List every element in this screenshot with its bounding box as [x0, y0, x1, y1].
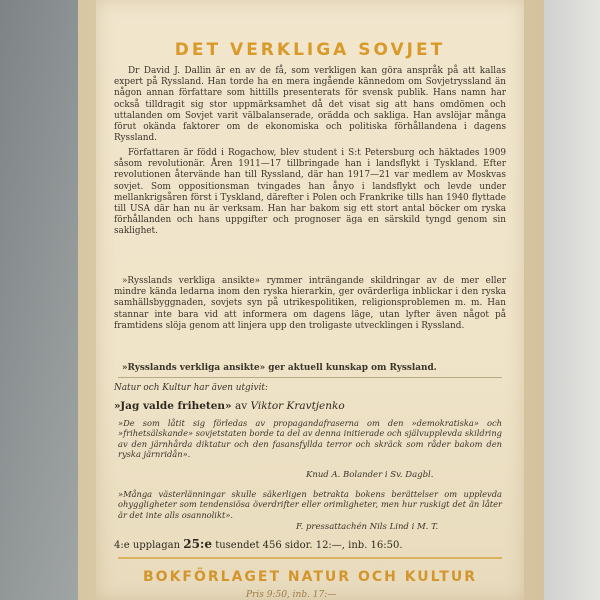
review-quote-1: »De som låtit sig förledas av propagandafraserna om den »demokratiska» och »frihetsälskande» sovjetstaten borde ta del av denna initierade och självupplevda skildring av den järnhårda diktatur och den fasansfyllda terror och skräck som råder bakom den ryska järnridån». — [118, 418, 502, 460]
related-book-author: Viktor Kravtjenko — [250, 400, 345, 412]
description-paragraph-2: Författaren är född i Rogachow, blev student i S:t Petersburg och häktades 1909 såsom revolutionär. Åren 1911—17 tillbringade han i landsflykt i Tyskland. Efter revolutionen återvände han till Ryssland, där han 1917—21 var medlem av Moskvas sovjet. Som oppositionsman tvingades han ånyo i landsflykt och levde under mellankrigsåren först i Tyskland, därefter i Polen och Frankrike tills han 1940 flyttade till USA där han nu är verksam. Han har bakom sig ett stort antal böcker om ryska förhållanden och hans uppgifter och prognoser äga en särskild tyngd genom sin saklighet. — [114, 148, 506, 237]
related-book-heading — [114, 400, 345, 412]
description-paragraph-3: »Rysslands verkliga ansikte» rymmer inträngande skildringar av de mer eller mindre kända ledarna inom den ryska hierarkin, ger ovärderliga inblickar i den ryska samhällsbyggnaden, sovjets syn på utrikespolitiken, religionsproblemen m. m. Han stannar inte bara vid att informera om dagens läge, utan lyfter även något på framtidens slöja genom att linjera upp den troligaste utvecklingen i Ryssland. — [114, 276, 506, 331]
edition-suffix: tusendet 456 sidor. 12:—, inb. 16:50. — [215, 540, 403, 551]
price-line: Pris 9:50, inb. 17:— — [246, 590, 337, 600]
edition-info — [114, 537, 506, 551]
book-back-cover — [96, 0, 524, 600]
description-paragraph-1: Dr David J. Dallin är en av de få, som verkligen kan göra anspråk på att kallas expert på Ryssland. Han torde ha en mera ingående kännedom om Sovjetryssland än någon annan författare som hittills presenterats för svensk publik. Hans namn har också tilldragit sig stor uppmärksamhet då det visat sig att hans omdömen och uttalanden om Sovjet varit välbalanserade, oräddа och sakliga. Han avslöjar många förut okända faktorer om de ekonomiska och politiska förhållandena i dagens Ryssland. — [114, 66, 506, 144]
related-book-title: »Jag valde friheten» — [114, 400, 232, 412]
review-attribution-1: Knud A. Bolander i Sv. Dagbl. — [306, 470, 434, 480]
book-title: DET VERKLIGA SOVJET — [174, 40, 446, 60]
publisher-divider — [118, 557, 502, 559]
edition-prefix: 4:e upplagan — [114, 540, 181, 551]
review-attribution-2: F. pressattachén Nils Lind i M. T. — [296, 522, 439, 532]
related-author-prefix: av — [234, 400, 248, 412]
review-quote-2: »Många västerlänningar skulle säkerligen betrakta bokens berättelser om upplevda ohyggligheter som tendensiösa överdrifter eller orimligheter, men hur ruskigt det än låter är det inte alls osannolikt». — [118, 489, 502, 520]
publisher-name: BOKFÖRLAGET NATUR OCH KULTUR — [143, 569, 477, 585]
edition-number: 25:e — [183, 537, 212, 551]
divider — [118, 377, 502, 378]
tagline: »Rysslands verkliga ansikte» ger aktuell kunskap om Ryssland. — [122, 363, 437, 373]
related-intro: Natur och Kultur har även utgivit: — [114, 383, 268, 393]
background-wall — [540, 0, 600, 600]
